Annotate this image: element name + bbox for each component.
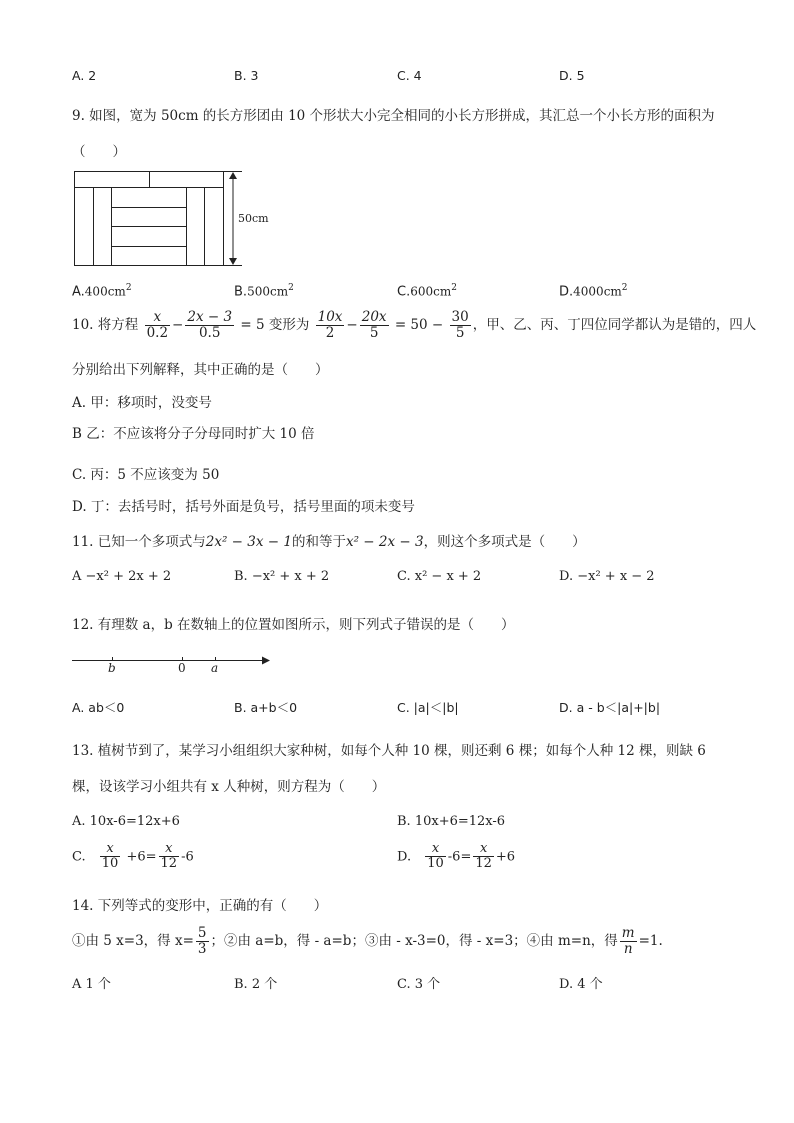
q12-axis-label-b: b [108,661,116,675]
q10-equation-line: 10. 将方程 $\frac{x}{0.2}$ − $\frac{2x - 3}{0.5}$ = 5 变形为 $\frac{10x}{2}$ − $\frac{20x}{5}$ = 50 − $\frac{30}{5}$ ，甲、乙、丙、丁四位同学都认为是错的，四人 [72,309,757,341]
q10-option-d[interactable]: D. 丁：去括号时，括号外面是负号，括号里面的项未变号 [72,499,415,515]
q12-text: 12. 有理数 a，b 在数轴上的位置如图所示，则下列式子错误的是（ ） [72,617,515,633]
q10-option-a[interactable]: A. 甲：移项时，没变号 [72,395,212,411]
q11-option-c[interactable]: C. x² − x + 2 [397,569,482,584]
q8-option-d[interactable]: D. 5 [559,68,585,83]
q9-option-b[interactable]: $B.500cm^2$ [234,283,294,300]
q10-fraction-3: $\frac{10x}{2}$ [317,309,343,341]
q10-eq5: = 5 变形为 [240,316,310,333]
q9-paren: （ ） [72,144,126,160]
q10-option-b[interactable]: B 乙：不应该将分子分母同时扩大 10 倍 [72,426,315,442]
q10-fraction-4: $\frac{20x}{5}$ [361,309,387,341]
q9-option-a[interactable]: $A.400cm^2$ [72,283,132,300]
q13-option-b[interactable]: B. 10x+6=12x-6 [397,814,506,829]
q10-eq50: = 50 − [394,316,444,333]
q8-option-c[interactable]: C. 4 [397,68,422,83]
q12-option-a[interactable]: A. ab＜0 [72,700,125,715]
q12-option-c[interactable]: C. |a|＜|b| [397,700,459,715]
q9-option-c[interactable]: $C.600cm^2$ [397,283,457,300]
q14-option-a[interactable]: A 1 个 [72,977,111,992]
q11-expr2: x² − 2x − 3 [345,534,424,550]
q14-title: 14. 下列等式的变形中，正确的有（ ） [72,898,328,914]
q10-line2: 分别给出下列解释，其中正确的是（ ） [72,362,329,378]
q12-option-d[interactable]: D. a - b＜|a|+|b| [559,700,661,715]
q10-fraction-5: $\frac{30}{5}$ [451,309,469,341]
q13-line2: 棵，设该学习小组共有 x 人种树，则方程为（ ） [72,779,386,795]
q9-text: 9. 如图，宽为 50cm 的长方形团由 10 个形状大小完全相同的小长方形拼成，其汇总一个小长方形的面积为 [72,108,715,124]
q13-line1: 13. 植树节到了，某学习小组组织大家种树，如每个人种 10 棵，则还剩 6 棵；如每个人种 12 棵，则缺 6 [72,743,706,759]
q13-option-a[interactable]: A. 10x-6=12x+6 [72,814,180,829]
q13-option-c[interactable]: C. $\frac{x}{10}$ +6= $\frac{x}{12}$ -6 [72,841,194,872]
q10-suffix: ，甲、乙、丙、丁四位同学都认为是错的，四人 [472,316,757,333]
q13-option-d[interactable]: D. $\frac{x}{10}$ -6= $\frac{x}{12}$ +6 [397,841,516,872]
q11-option-d[interactable]: D. −x² + x − 2 [559,569,655,584]
q14-option-b[interactable]: B. 2 个 [234,977,278,992]
q14-fraction-m-n: $\frac{m}{n}$ [621,925,635,957]
q12-axis-label-0: 0 [178,661,186,675]
q14-statements: ①由 5 x=3，得 x= $\frac{5}{3}$ ；②由 a=b，得 - a=b；③由 - x-3=0，得 - x=3；④由 m=n，得 $\frac{m}{n}$ =1. [72,925,663,957]
q10-option-c[interactable]: C. 丙：5 不应该变为 50 [72,467,220,483]
q9-dimension-label: 50cm [238,212,269,225]
q10-fraction-2: $\frac{2x - 3}{0.5}$ [187,309,233,341]
q11-text: 11. 已知一个多项式与2x² − 3x − 1的和等于x² − 2x − 3，则这个多项式是（ ） [72,534,586,550]
q14-fraction-5-3: $\frac{5}{3}$ [197,925,207,957]
q10-fraction-1: $\frac{x}{0.2}$ [146,309,169,341]
q11-option-a[interactable]: A −x² + 2x + 2 [72,569,172,584]
q12-number-line [70,650,280,680]
q8-option-a[interactable]: A. 2 [72,68,97,83]
q14-option-d[interactable]: D. 4 个 [559,977,603,992]
q12-option-b[interactable]: B. a+b＜0 [234,700,298,715]
q14-option-c[interactable]: C. 3 个 [397,977,441,992]
q8-option-b[interactable]: B. 3 [234,68,259,83]
q10-prefix: 10. 将方程 [72,316,139,333]
q9-option-d[interactable]: $D.4000cm^2$ [559,283,628,300]
q11-option-b[interactable]: B. −x² + x + 2 [234,569,330,584]
q11-expr1: 2x² − 3x − 1 [205,534,292,550]
q12-axis-label-a: a [211,661,219,675]
